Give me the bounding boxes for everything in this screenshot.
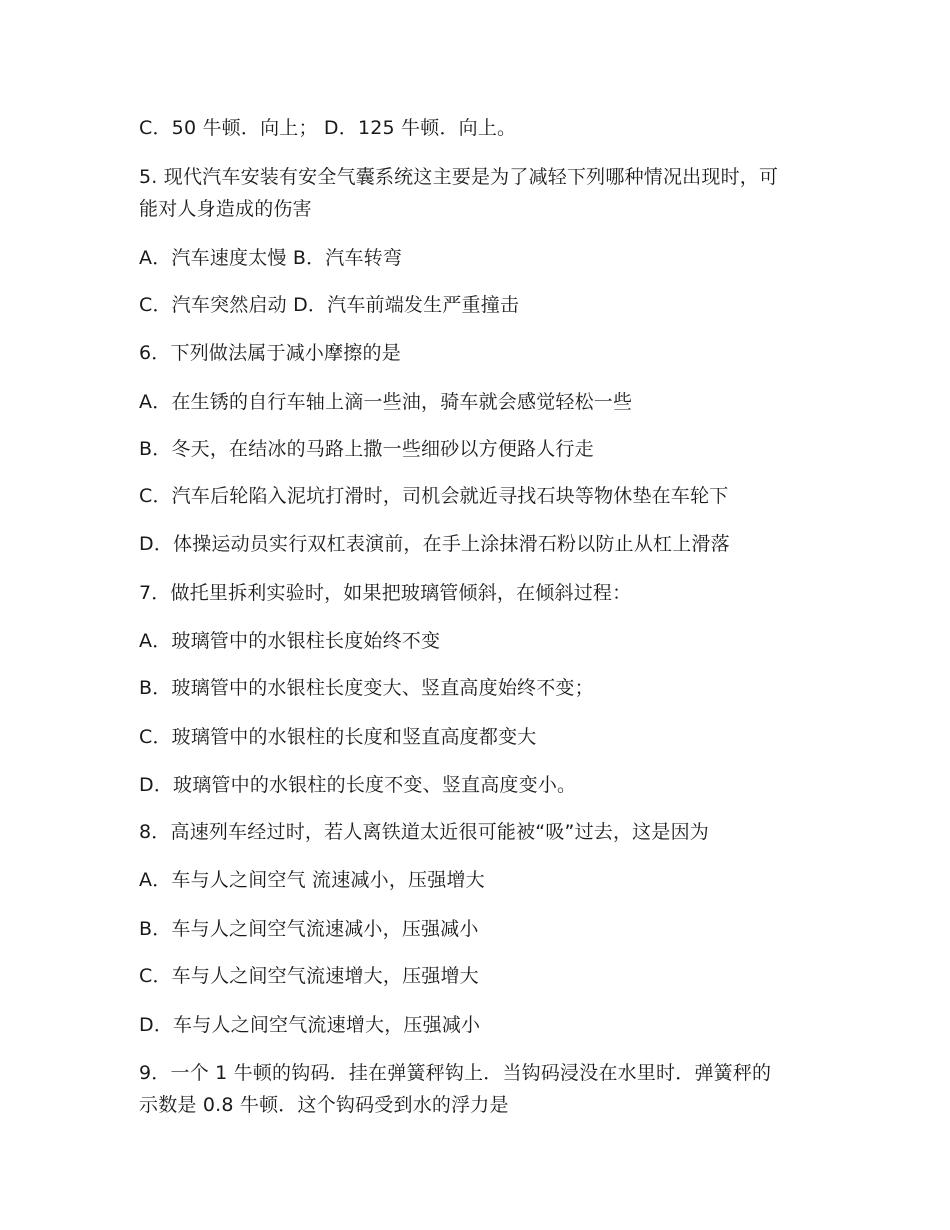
question-7-text: 7．做托里拆利实验时，如果把玻璃管倾斜，在倾斜过程： [139,582,632,604]
option-line-q4-cd: C．50 牛顿．向上； D．125 牛顿．向上。 [139,117,517,139]
option-q8-c: C．车与人之间空气流速增大，压强增大 [139,965,479,987]
option-q6-d: D．体操运动员实行双杠表演前，在手上涂抹滑石粉以防止从杠上滑落 [139,533,730,555]
option-q7-c: C．玻璃管中的水银柱的长度和竖直高度都变大 [139,726,537,748]
question-6-text: 6．下列做法属于减小摩擦的是 [139,342,401,364]
option-q7-d: D．玻璃管中的水银柱的长度不变、竖直高度变小。 [139,774,577,796]
option-q6-a: A．在生锈的自行车轴上滴一些油，骑车就会感觉轻松一些 [139,391,633,413]
option-q6-c: C．汽车后轮陷入泥坑打滑时，司机会就近寻找石块等物休垫在车轮下 [139,485,729,507]
option-q7-b: B．玻璃管中的水银柱长度变大、竖直高度始终不变； [139,677,594,699]
question-8-text: 8．高速列车经过时，若人离铁道太近很可能被“吸”过去，这是因为 [139,821,709,843]
option-q8-d: D．车与人之间空气流速增大，压强减小 [139,1014,481,1036]
question-5-text: 5. 现代汽车安装有安全气囊系统这主要是为了减轻下列哪种情况出现时，可能对人身造成的伤害 [139,166,779,220]
question-9-text: 9．一个 1 牛顿的钩码．挂在弹簧秤钩上．当钩码浸没在水里时．弹簧秤的示数是 0.8 牛顿．这个钩码受到水的浮力是 [139,1062,772,1116]
option-q6-b: B．冬天，在结冰的马路上撒一些细砂以方便路人行走 [139,438,594,460]
option-q8-a: A．车与人之间空气 流速减小，压强增大 [139,869,485,891]
option-line-q5-cd: C．汽车突然启动 D．汽车前端发生严重撞击 [139,294,520,316]
option-q8-b: B．车与人之间空气流速减小，压强减小 [139,918,479,940]
option-q7-a: A．玻璃管中的水银柱长度始终不变 [139,630,441,652]
option-line-q5-ab: A．汽车速度太慢 B．汽车转弯 [139,247,403,269]
